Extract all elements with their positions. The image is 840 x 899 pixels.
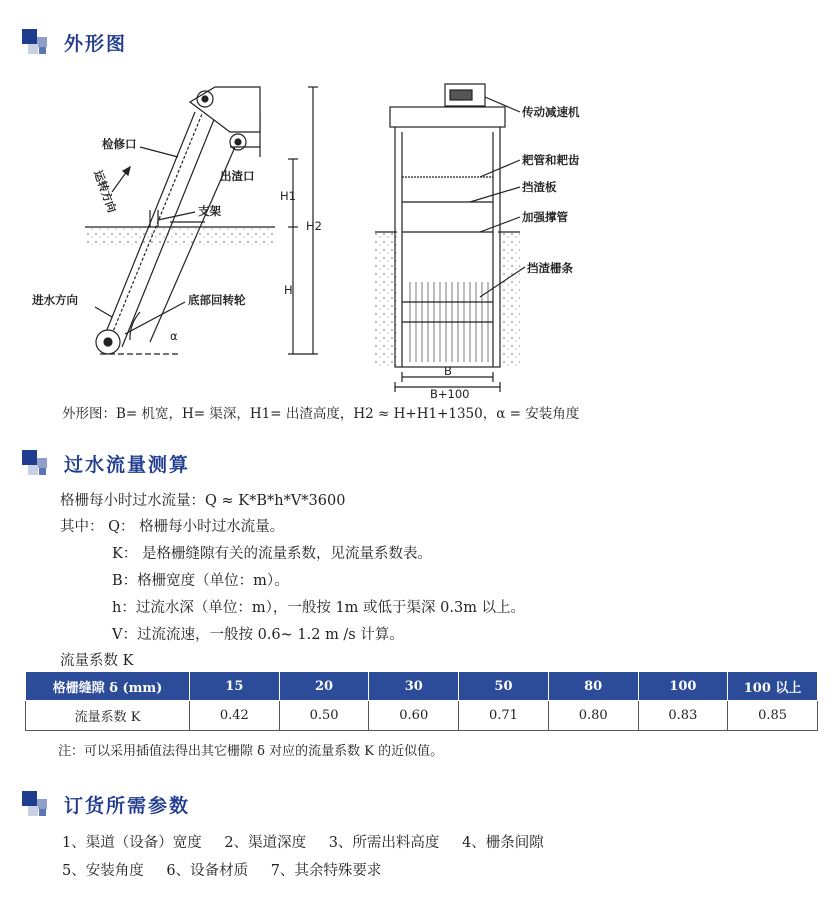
section-header-flow [22,447,190,479]
table-header-cell: 15 [190,672,280,701]
label-inlet-direction: 进水方向 [32,293,78,307]
section-title-outline: 外形图 [64,32,128,55]
label-h2: H2 [306,219,322,233]
label-b100: B+100 [430,387,470,401]
table-header-cell: 100 [638,672,728,701]
order-param: 1、渠道（设备）宽度 [62,835,202,851]
label-bars: 挡渣栅条 [527,261,573,275]
formula-v: V：过流流速，一般按 0.6~ 1.2 m /s 计算。 [112,627,404,643]
section-square-icon [22,448,52,478]
table-header-cell: 格栅缝隙 δ (mm) [26,672,190,701]
table-cell: 流量系数 K [26,701,190,731]
flow-coefficient-table [25,671,818,731]
formula-q: 其中： Q： 格栅每小时过水流量。 [60,519,285,535]
table-cell: 0.80 [548,701,638,731]
section-header-order [22,788,190,820]
order-params-row-2 [62,859,399,880]
table-header-cell: 100 以上 [728,672,818,701]
order-param: 4、栅条间隙 [462,835,544,851]
section-square-icon [22,789,52,819]
order-param: 7、其余特殊要求 [270,863,382,879]
label-drive: 传动减速机 [522,105,580,119]
label-rake: 耙管和耙齿 [522,153,580,167]
label-inspection-port: 检修口 [102,137,137,151]
label-h1: H1 [280,189,296,203]
table-title: 流量系数 K [60,653,134,669]
formula-b: B：格栅宽度（单位：m）。 [112,573,289,589]
order-params-row-1 [62,831,562,852]
table-cell: 0.42 [190,701,280,731]
front-view [375,84,525,392]
table-cell: 0.60 [369,701,459,731]
section-square-icon [22,27,52,57]
label-baffle: 挡渣板 [522,180,557,194]
label-h: H [284,283,293,297]
formula-k: K： 是格栅缝隙有关的流量系数，见流量系数表。 [112,546,432,562]
formula-h: h：过流水深（单位：m），一般按 1m 或低于渠深 0.3m 以上。 [112,600,526,616]
outline-diagram [30,72,630,402]
table-header-cell: 20 [279,672,369,701]
section-title-order: 订货所需参数 [64,794,191,817]
table-note: 注：可以采用插值法得出其它栅隙 δ 对应的流量系数 K 的近似值。 [58,744,444,759]
label-bottom-wheel: 底部回转轮 [188,293,246,307]
table-header-cell: 30 [369,672,459,701]
label-alpha: α [170,329,178,343]
table-row [26,701,818,731]
table-cell: 0.83 [638,701,728,731]
table-header-row [26,672,818,701]
table-cell: 0.85 [728,701,818,731]
formula-line: 格栅每小时过水流量：Q ≈ K*B*h*V*3600 [60,493,346,509]
label-b: B [444,364,452,378]
order-param: 3、所需出料高度 [328,835,440,851]
side-view [85,87,318,354]
table-cell: 0.50 [279,701,369,731]
label-outlet: 出渣口 [220,169,255,183]
table-header-cell: 80 [548,672,638,701]
label-support: 支架 [198,204,221,218]
section-header-outline [22,26,127,58]
table-header-cell: 50 [459,672,549,701]
table-cell: 0.71 [459,701,549,731]
order-param: 2、渠道深度 [224,835,307,851]
section-title-flow: 过水流量测算 [64,453,191,476]
diagram-caption: 外形图：B= 机宽，H= 渠深，H1= 出渣高度，H2 ≈ H+H1+1350，α = 安装角度 [62,406,580,422]
label-brace: 加强撑管 [522,210,568,224]
order-param: 6、设备材质 [166,863,249,879]
label-run-direction: 运转方向 [91,168,119,215]
order-param: 5、安装角度 [62,863,144,879]
